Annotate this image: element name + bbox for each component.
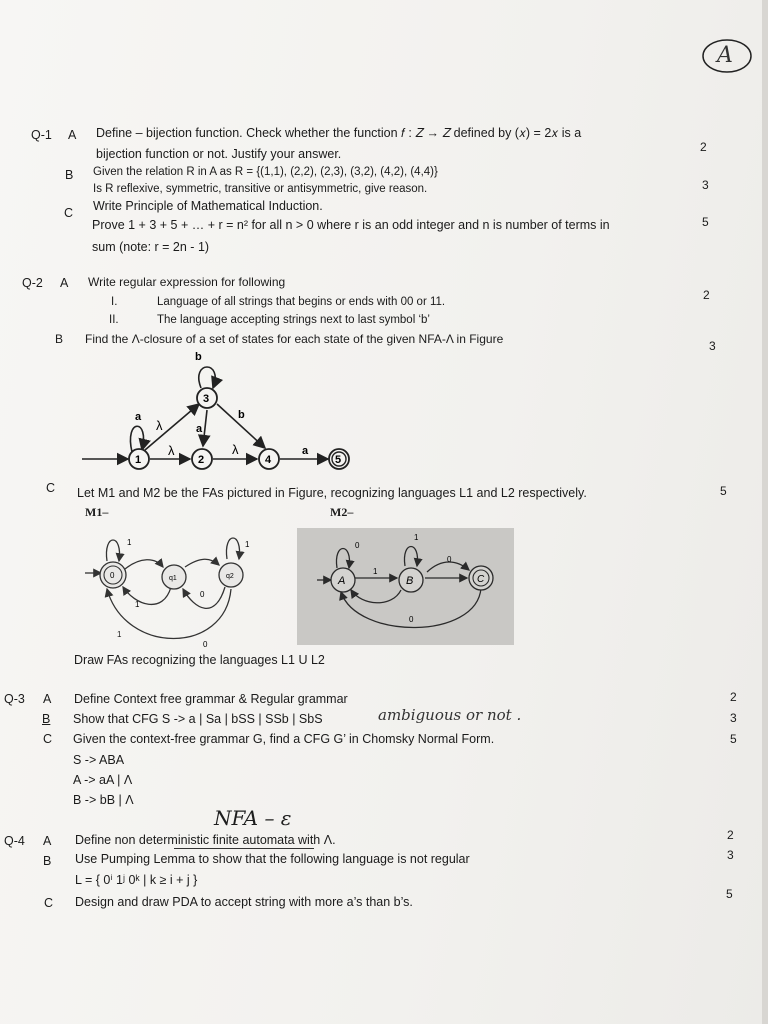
- q3a-text-1: Define Context free grammar & Regular grammar: [74, 692, 348, 706]
- q2-label: Q-2: [22, 276, 43, 290]
- q3c-grammar-2: A -> aA | Λ: [73, 773, 133, 787]
- q3c-marks: 5: [730, 732, 737, 746]
- m2-label-b: 1: [373, 567, 378, 576]
- q4b-text-2: L = { 0ⁱ 1ʲ 0ᵏ | k ≥ i + j }: [75, 873, 198, 887]
- q2b-text-1: Find the Λ-closure of a set of states for each state of the given NFA-Λ in Figure: [85, 332, 504, 346]
- q4a-underline: [174, 848, 314, 849]
- q2a-i-text: Language of all strings that begins or ends with 00 or 11.: [157, 296, 446, 308]
- nfa-label-a-left: a: [135, 411, 142, 423]
- q4a-letter: A: [43, 834, 52, 848]
- q1a-marks: 2: [700, 140, 707, 154]
- m1-label-b: 1: [245, 540, 250, 549]
- m2-label-a: 0: [355, 541, 360, 550]
- nfa-label-l24: λ: [232, 442, 239, 457]
- q2a-ii-num: II.: [109, 314, 119, 326]
- q3a-letter: A: [43, 692, 52, 706]
- handwritten-nfa-epsilon: NFA – ε: [214, 806, 292, 830]
- nfa-state-5: 5: [335, 454, 342, 466]
- q1a-letter: A: [68, 128, 77, 142]
- m2-state-c: C: [477, 574, 485, 585]
- q1a-text-1: Define – bijection function. Check whether the function 𝑓 : 𝑍 → 𝑍 defined by (𝑥) = 2𝑥 is a: [96, 126, 582, 140]
- q2a-i-num: I.: [111, 296, 118, 308]
- q2a-text-1: Write regular expression for following: [88, 275, 286, 289]
- q4c-marks: 5: [726, 887, 733, 901]
- nfa-state-3: 3: [203, 393, 210, 405]
- q1c-text-1: Write Principle of Mathematical Induction.: [93, 199, 323, 213]
- q1b-text-2: Is R reflexive, symmetric, transitive or antisymmetric, give reason.: [93, 183, 428, 195]
- q3c-grammar-3: B -> bB | Λ: [73, 793, 134, 807]
- m2-label-d: 0: [447, 555, 452, 564]
- m1-label-c: 0: [200, 590, 205, 599]
- q1c-text-3: sum (note: r = 2n - 1): [92, 240, 210, 254]
- q1-label: Q-1: [31, 128, 52, 142]
- q1b-letter: B: [65, 168, 74, 182]
- m1-label-d: 1: [135, 600, 140, 609]
- nfa-state-1: 1: [135, 454, 142, 466]
- nfa-label-lambda-left: λ: [156, 418, 163, 433]
- q2a-marks: 2: [703, 288, 710, 302]
- q1c-text-2: Prove 1 + 3 + 5 + … + r = n² for all n > 0 where r is an odd integer and n is number of terms in: [92, 218, 610, 232]
- nfa-state-2: 2: [198, 454, 205, 466]
- nfa-label-a45: a: [302, 445, 309, 457]
- m1-state-2: q2: [226, 573, 234, 580]
- q2c-letter: C: [46, 481, 56, 495]
- q4b-marks: 3: [727, 848, 734, 862]
- m1-caption: M1–: [85, 505, 109, 519]
- m1-extra-label: 1: [117, 630, 122, 639]
- q1a-text-2: bijection function or not. Justify your answer.: [96, 147, 342, 161]
- m2-label-e: 0: [409, 615, 414, 624]
- m1-label-e: 0: [203, 640, 208, 649]
- set-mark: A: [717, 43, 733, 68]
- q3b-letter: B: [42, 712, 51, 726]
- nfa-label-b-top: b: [195, 351, 202, 363]
- q1c-letter: C: [64, 206, 74, 220]
- m1-label-a: 1: [127, 538, 132, 547]
- q3b-text-1: Show that CFG S -> a | Sa | bSS | SSb | SbS: [73, 712, 323, 726]
- q3c-letter: C: [43, 732, 53, 746]
- q4a-text-1: Define non deterministic finite automata with Λ.: [75, 833, 336, 847]
- q2a-ii-text: The language accepting strings next to last symbol ‘b’: [157, 314, 430, 326]
- nfa-label-l12: λ: [168, 443, 175, 458]
- m1-state-1: q1: [169, 575, 177, 582]
- q2a-letter: A: [60, 276, 69, 290]
- q4a-marks: 2: [727, 828, 734, 842]
- q2c-text-2: Draw FAs recognizing the languages L1 U L2: [74, 653, 325, 667]
- q1b-text-1: Given the relation R in A as R = {(1,1), (2,2), (2,3), (3,2), (4,2), (4,4)}: [93, 166, 438, 178]
- nfa-label-a-mid: a: [196, 423, 203, 435]
- q3b-marks: 3: [730, 711, 737, 725]
- q2b-letter: B: [55, 332, 64, 346]
- q3c-text-1: Given the context-free grammar G, find a CFG G’ in Chomsky Normal Form.: [73, 732, 495, 746]
- m2-state-b: B: [406, 575, 414, 587]
- m2-label-c: 1: [414, 533, 419, 542]
- m1-figure: [85, 525, 265, 653]
- q4-label: Q-4: [4, 834, 25, 848]
- q3b-handwritten-note: ambiguous or not .: [378, 706, 522, 724]
- q3a-marks: 2: [730, 690, 737, 704]
- q2c-text-1: Let M1 and M2 be the FAs pictured in Figure, recognizing languages L1 and L2 respectively.: [77, 486, 587, 500]
- nfa-lambda-figure: [80, 348, 370, 478]
- q4c-letter: C: [44, 896, 54, 910]
- m2-caption: M2–: [330, 505, 354, 519]
- q2c-marks: 5: [720, 484, 727, 498]
- q2b-marks: 3: [709, 339, 716, 353]
- m2-figure: [297, 528, 514, 645]
- paper-edge: [762, 0, 768, 1024]
- q4b-text-1: Use Pumping Lemma to show that the following language is not regular: [75, 852, 470, 866]
- nfa-label-b-right: b: [238, 409, 245, 421]
- m2-state-a: A: [338, 575, 346, 587]
- q4c-text-1: Design and draw PDA to accept string with more a’s than b’s.: [75, 895, 413, 909]
- q3-label: Q-3: [4, 692, 25, 706]
- q1c-marks: 5: [702, 215, 709, 229]
- nfa-state-4: 4: [265, 454, 272, 466]
- q1b-marks: 3: [702, 178, 709, 192]
- q3c-grammar-1: S -> ABA: [73, 753, 125, 767]
- q4b-letter: B: [43, 854, 52, 868]
- m1-state-0: 0: [110, 571, 115, 580]
